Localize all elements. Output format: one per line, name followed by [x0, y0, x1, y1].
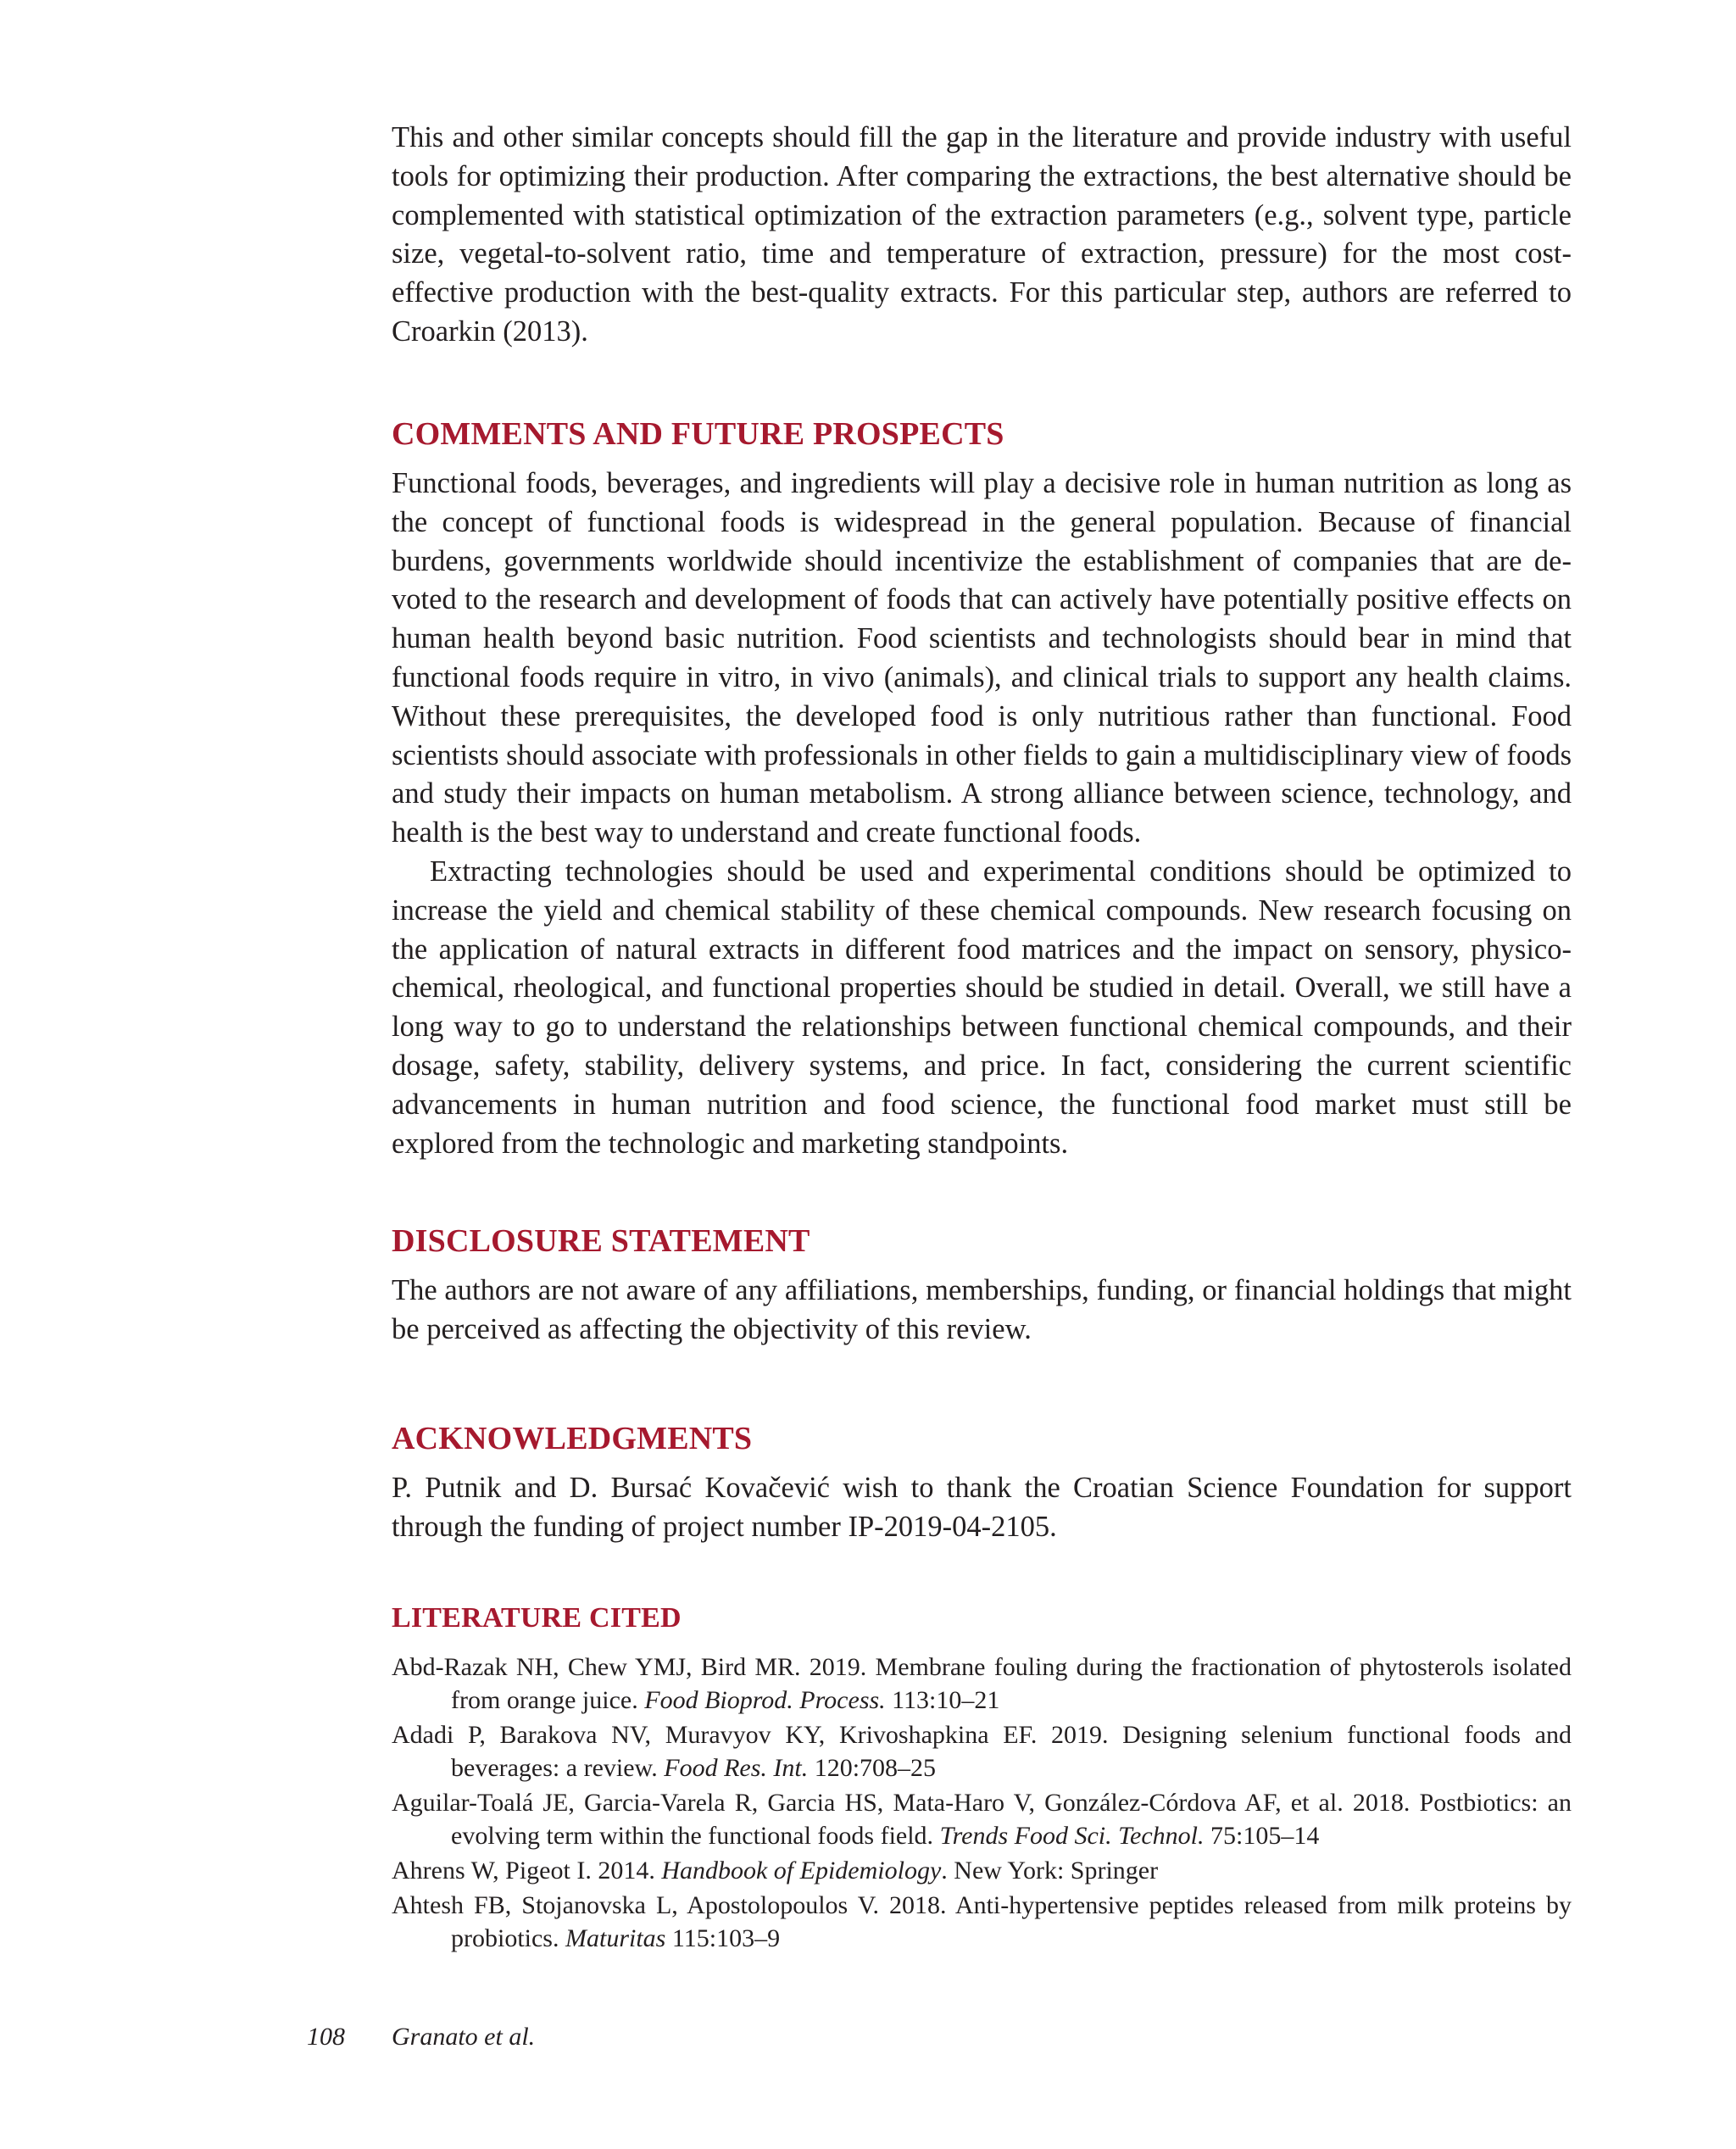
disclosure-heading: DISCLOSURE STATEMENT: [392, 1223, 810, 1259]
running-head: Granato et al.: [392, 2023, 536, 2051]
literature-section: [392, 1598, 1572, 1957]
comments-section: [392, 414, 1572, 1163]
reference-item: Ahtesh FB, Stojanovska L, Apostolopoulos V. 2018. Anti-hypertensive peptides released from milk proteins by probiotics. Maturitas 115:103–9: [392, 1891, 1572, 1952]
reference-list: [392, 1651, 1572, 1955]
reference-item: Abd-Razak NH, Chew YMJ, Bird MR. 2019. Membrane fouling during the fractionation of phytosterols isolated from orange juice. Food Bioprod. Process. 113:10–21: [392, 1653, 1572, 1714]
reference-item: Ahrens W, Pigeot I. 2014. Handbook of Epidemiology. New York: Springer: [392, 1857, 1159, 1885]
reference-item: Adadi P, Barakova NV, Muravyov KY, Krivoshapkina EF. 2019. Designing selenium functional foods and beverages: a review. Food Res. Int. 120:708–25: [392, 1721, 1572, 1782]
literature-heading: LITERATURE CITED: [392, 1602, 682, 1634]
acknowledgments-section: [392, 1418, 1572, 1547]
comments-paragraph-1: Functional foods, beverages, and ingredients will play a decisive role in human nutrition as long as the concept of functional foods is widespread in the general population. Because of financial burdens, governments worldwide should incentivize the establishment of companies that are devoted to the research and development of foods that can actively have potentially positive effects on human health beyond basic nutrition. Food scientists and technologists should bear in mind that functional foods require in vitro, in vivo (animals), and clinical trials to support any health claims. Without these prerequisites, the developed food is only nutritious rather than functional. Food scientists should associate with professionals in other fields to gain a multidisciplinary view of foods and study their impacts on human metabolism. A strong alliance between science, technology, and health is the best way to understand and create functional foods.: [392, 467, 1572, 849]
acknowledgments-heading: ACKNOWLEDGMENTS: [392, 1421, 753, 1456]
intro-paragraph: This and other similar concepts should fill the gap in the literature and provide industry with useful tools for optimizing their production. After comparing the extractions, the best alternative should be complemented with statistical optimization of the extraction parameters (e.g., solvent type, particle size, vegetal-to-solvent ratio, time and temperature of extraction, pressure) for the most cost-effective production with the best-quality extracts. For this particular step, authors are referred to Croarkin (2013).: [392, 121, 1572, 348]
reference-item: Aguilar-Toalá JE, Garcia-Varela R, Garcia HS, Mata-Haro V, González-Córdova AF, et al. 2018. Postbiotics: an evolving term within the functional foods field. Trends Food Sci. Technol. 75:105–14: [392, 1789, 1572, 1850]
disclosure-paragraph: The authors are not aware of any affiliations, memberships, funding, or financial holdings that might be perceived as affecting the objectivity of this review.: [392, 1274, 1572, 1345]
disclosure-section: [392, 1221, 1572, 1350]
comments-paragraph-2: Extracting technologies should be used and experimental conditions should be optimized to increase the yield and chemical stability of these chemical compounds. New research focusing on the application of natural extracts in different food matrices and the impact on sensory, physicochemical, rheological, and functional properties should be studied in detail. Overall, we still have a long way to go to understand the relationships between functional chemical compounds, and their dosage, safety, stability, delivery systems, and price. In fact, considering the current scientific advancements in human nutrition and food science, the functional food market must still be explored from the technologic and marketing standpoints.: [392, 855, 1572, 1160]
page-content: [392, 119, 1572, 1952]
comments-heading: COMMENTS AND FUTURE PROSPECTS: [392, 416, 1004, 452]
page-number: 108: [307, 2023, 345, 2051]
page-footer: [307, 2023, 535, 2052]
acknowledgments-paragraph: P. Putnik and D. Bursać Kovačević wish to thank the Croatian Science Foundation for support through the funding of project number IP-2019-04-2105.: [392, 1472, 1572, 1543]
